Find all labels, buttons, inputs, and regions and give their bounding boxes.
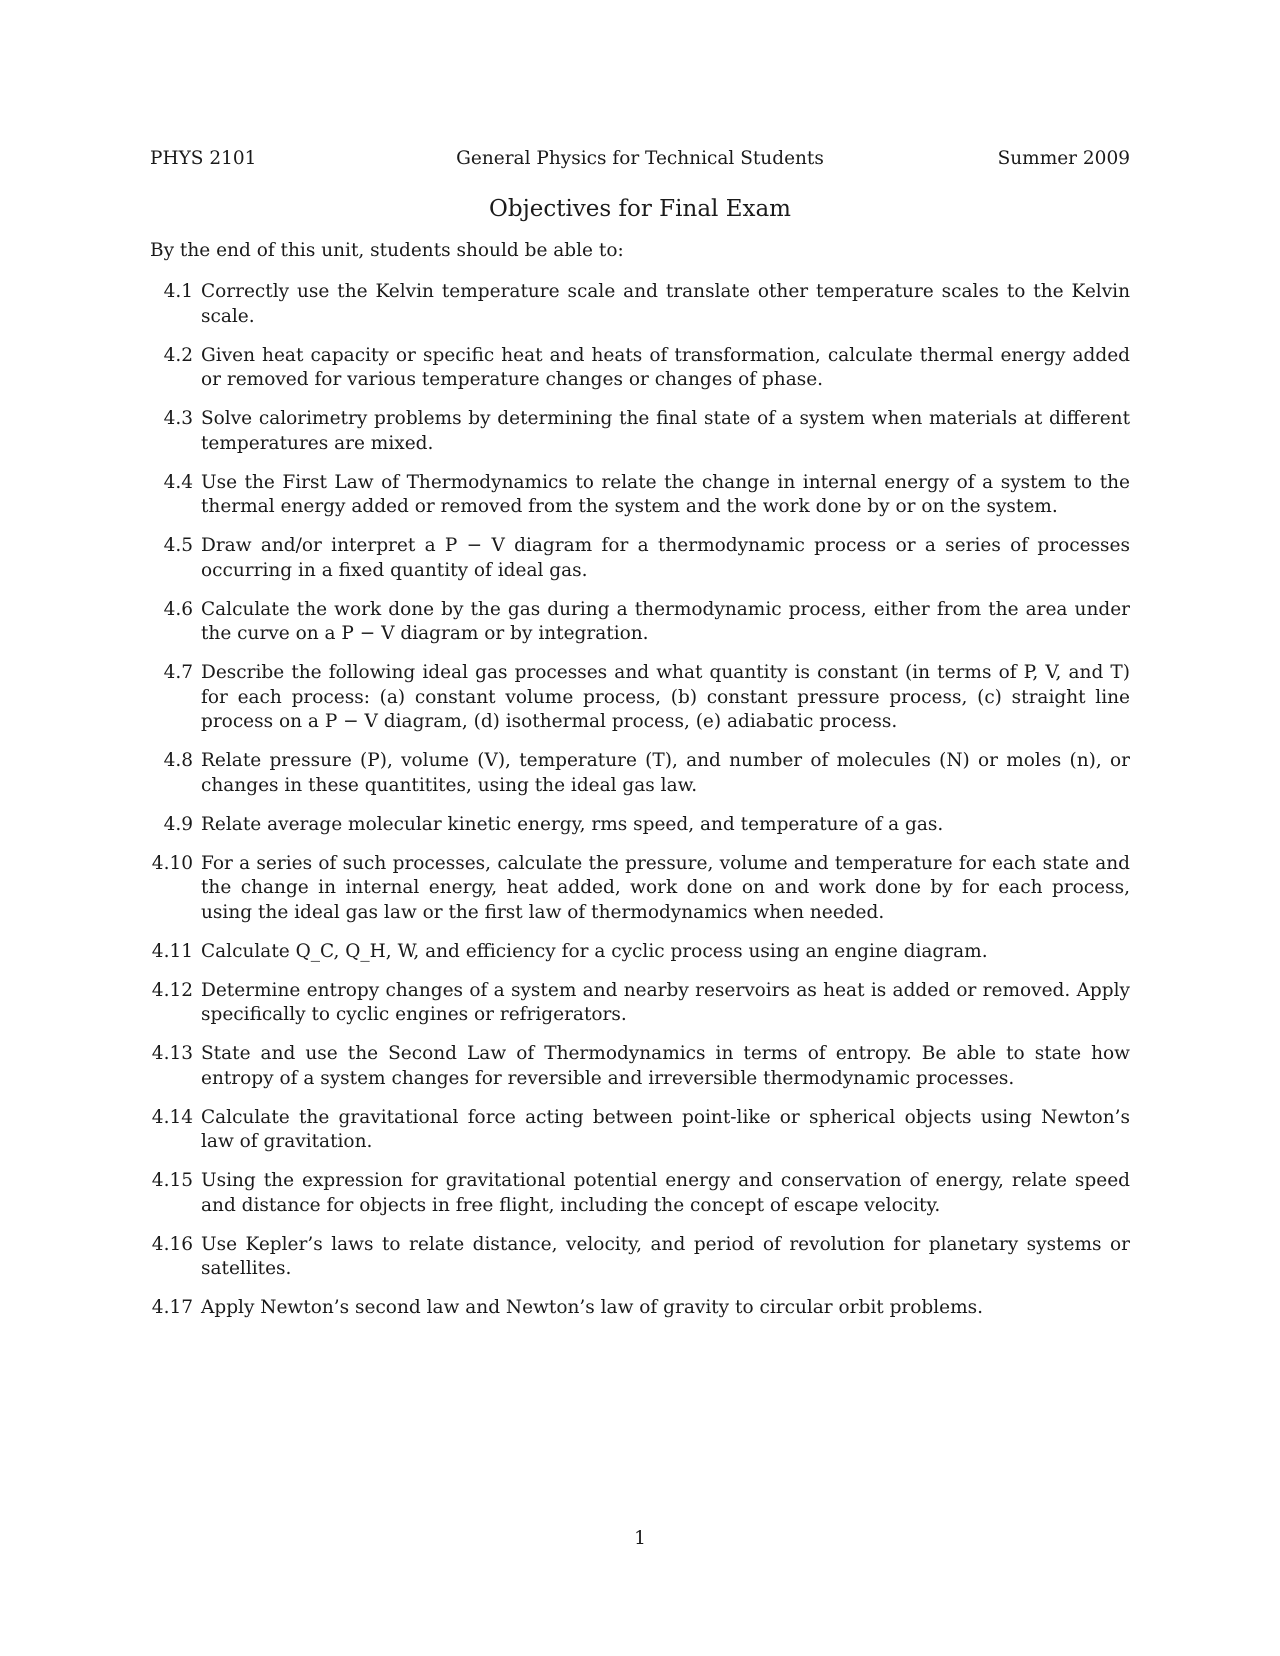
list-item — [150, 1169, 1130, 1218]
objective-text: Use the First Law of Thermodynamics to relate the change in internal energy of a system to the thermal energy added or removed from the system and the work done by or on the system. — [201, 471, 1130, 517]
list-item — [150, 1042, 1130, 1091]
list-item — [150, 280, 1130, 329]
objective-number: 4.5 — [163, 535, 193, 556]
objective-text: Use Kepler’s laws to relate distance, velocity, and period of revolution for planetary systems or satellites. — [201, 1233, 1130, 1279]
objective-text: Calculate the work done by the gas during a thermodynamic process, either from the area under the curve on a P − V diagram or by integration. — [201, 598, 1130, 644]
objective-number: 4.17 — [151, 1297, 193, 1318]
objective-number: 4.7 — [163, 662, 193, 683]
objective-text: Relate pressure (P), volume (V), temperature (T), and number of molecules (N) or moles (n), or changes in these quantitites, using the ideal gas law. — [201, 750, 1130, 796]
page-header — [150, 146, 1130, 172]
objective-text: Relate average molecular kinetic energy, rms speed, and temperature of a gas. — [201, 813, 944, 835]
course-code: PHYS 2101 — [150, 148, 257, 169]
page-number: 1 — [634, 1528, 646, 1549]
list-item — [150, 661, 1130, 735]
term: Summer 2009 — [997, 148, 1130, 169]
objective-text: State and use the Second Law of Thermodynamics in terms of entropy. Be able to state how entropy of a system changes for reversible and irreversible thermodynamic processes. — [201, 1043, 1130, 1089]
objective-number: 4.16 — [151, 1233, 193, 1255]
document-page — [150, 146, 1130, 1335]
objective-text: Given heat capacity or specific heat and heats of transformation, calculate thermal energy added or removed for various temperature changes or changes of phase. — [201, 344, 1130, 390]
list-item — [150, 344, 1130, 393]
objective-text: Apply Newton’s second law and Newton’s law of gravity to circular orbit problems. — [201, 1297, 984, 1318]
intro-text: By the end of this unit, students should be able to: — [150, 240, 624, 261]
page-title: Objectives for Final Exam — [489, 196, 791, 222]
objective-text: Describe the following ideal gas processes and what quantity is constant (in terms of P, V, and T) for each process: (a) constant volume process, (b) constant pressure process, (c) straight line process on a P − V diagram, (d) isothermal process, (e) adiabatic process. — [201, 662, 1130, 732]
objective-text: Correctly use the Kelvin temperature scale and translate other temperature scales to the Kelvin scale. — [201, 281, 1130, 327]
objective-text: Using the expression for gravitational potential energy and conservation of energy, relate speed and distance for objects in free flight, including the concept of escape velocity. — [201, 1170, 1130, 1216]
list-item — [150, 534, 1130, 583]
objective-number: 4.11 — [151, 940, 193, 962]
objective-number: 4.14 — [151, 1106, 193, 1128]
objective-number: 4.3 — [163, 408, 193, 429]
list-item — [150, 407, 1130, 456]
objective-text: Solve calorimetry problems by determining the final state of a system when materials at different temperatures are mixed. — [201, 408, 1130, 454]
list-item — [150, 813, 1130, 838]
list-item — [150, 852, 1130, 926]
objective-text: Calculate the gravitational force acting between point-like or spherical objects using Newton’s law of gravitation. — [201, 1106, 1130, 1152]
list-item — [150, 940, 1130, 965]
list-item — [150, 749, 1130, 798]
list-item — [150, 979, 1130, 1028]
objective-number: 4.15 — [151, 1170, 193, 1191]
objective-number: 4.9 — [163, 813, 193, 835]
objective-text: Calculate Q_C, Q_H, W, and efficiency for a cyclic process using an engine diagram. — [201, 940, 988, 962]
list-item — [150, 471, 1130, 520]
objective-number: 4.12 — [151, 979, 193, 1001]
objective-number: 4.1 — [163, 281, 193, 302]
objective-number: 4.2 — [163, 344, 193, 366]
objective-number: 4.6 — [163, 598, 193, 620]
objective-number: 4.8 — [163, 750, 193, 771]
objective-number: 4.13 — [151, 1043, 193, 1064]
list-item — [150, 1233, 1130, 1282]
objective-number: 4.10 — [151, 852, 193, 874]
objective-number: 4.4 — [163, 471, 193, 493]
list-item — [150, 1296, 1130, 1321]
course-title: General Physics for Technical Students — [456, 148, 824, 169]
list-item — [150, 598, 1130, 647]
objective-text: Draw and/or interpret a P − V diagram for a thermodynamic process or a series of processes occurring in a fixed quantity of ideal gas. — [201, 535, 1130, 581]
list-item — [150, 1106, 1130, 1155]
objectives-list — [150, 280, 1130, 1321]
objective-text: For a series of such processes, calculate the pressure, volume and temperature for each state and the change in internal energy, heat added, work done on and work done by for each process, using the ideal gas law or the first law of thermodynamics when needed. — [201, 852, 1130, 923]
objective-text: Determine entropy changes of a system and nearby reservoirs as heat is added or removed. Apply specifically to cyclic engines or refrigerators. — [201, 979, 1130, 1025]
